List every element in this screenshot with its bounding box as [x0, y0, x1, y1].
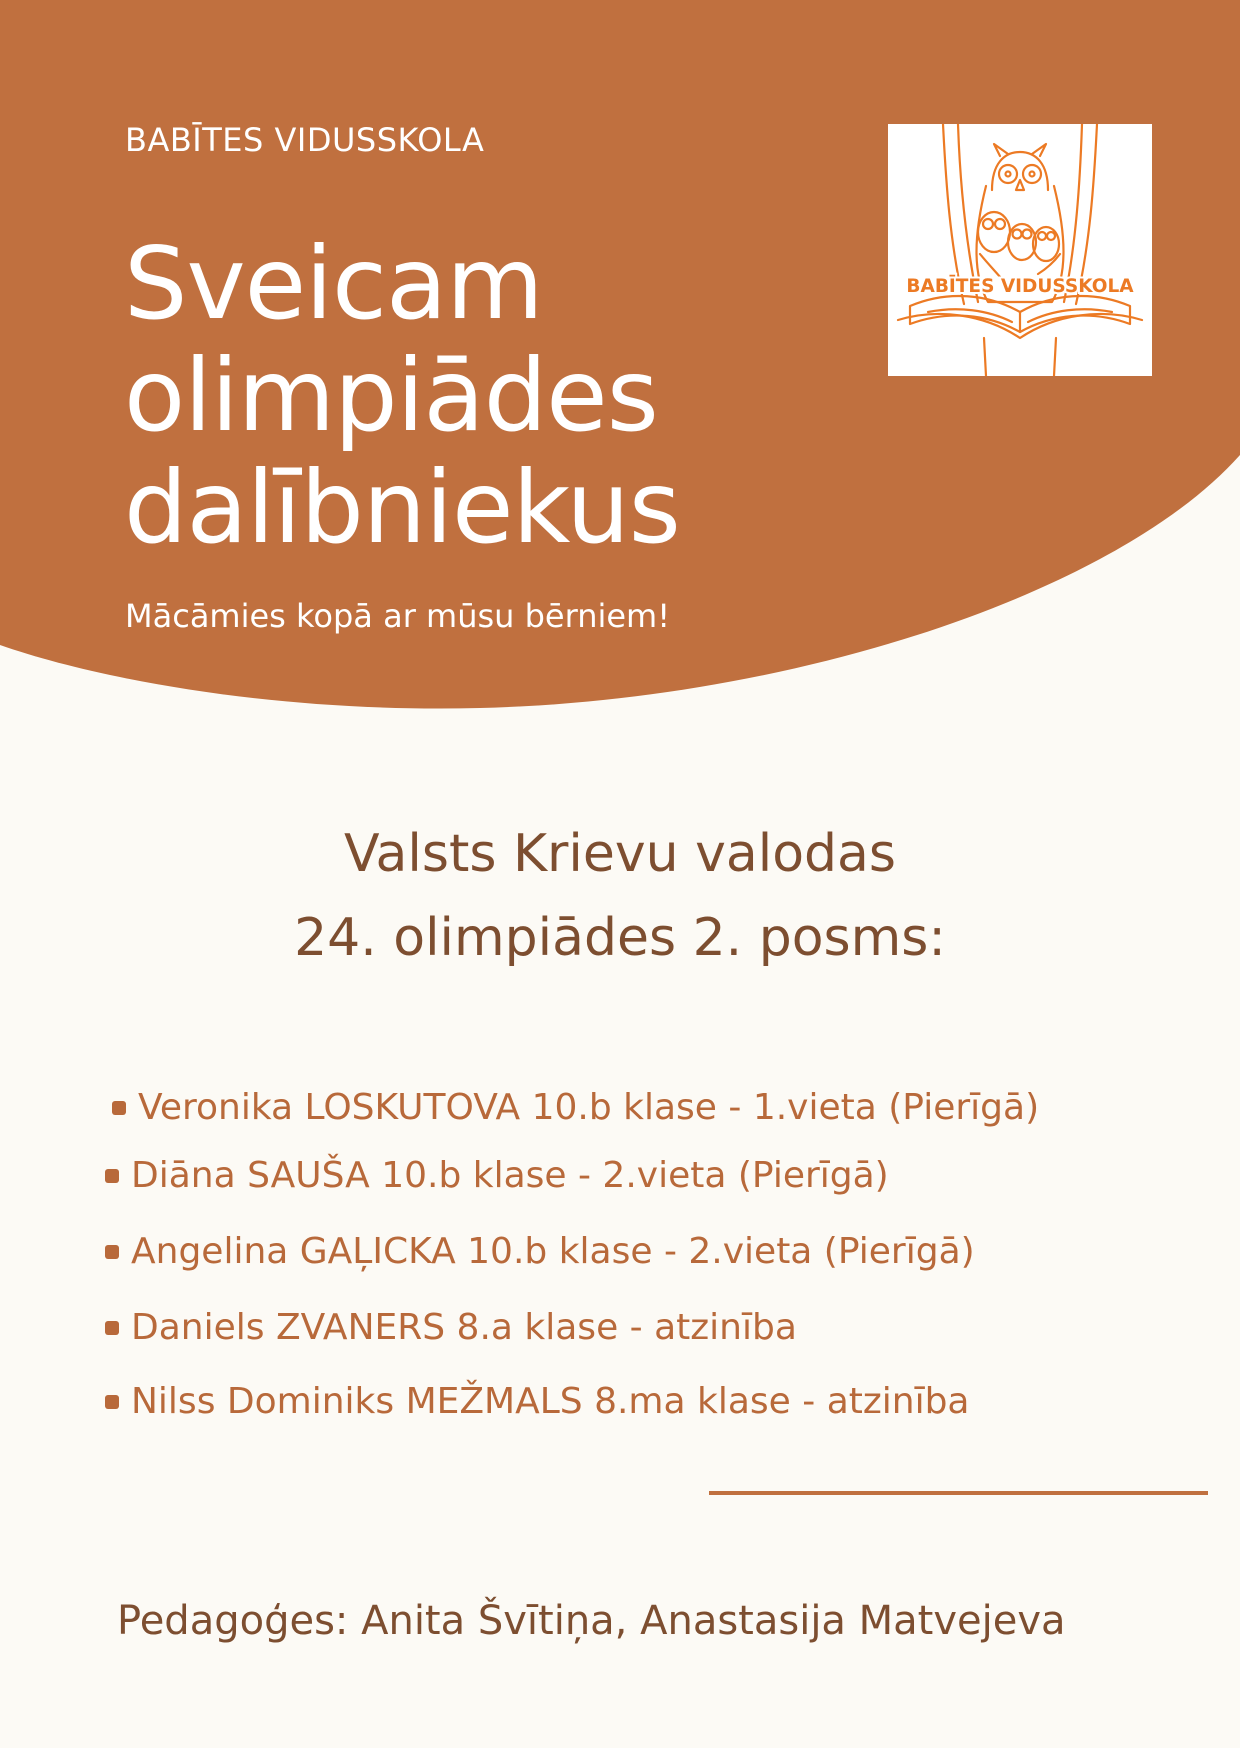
olympiad-title-line-1: Valsts Krievu valodas: [344, 824, 896, 884]
tagline: Mācāmies kopā ar mūsu bērniem!: [125, 597, 671, 635]
school-logo: [888, 124, 1152, 376]
bullet-icon: [112, 1101, 126, 1115]
list-item: [131, 1230, 975, 1274]
headline-line-1: Sveicam: [124, 225, 543, 342]
list-item: [138, 1086, 1039, 1130]
olympiad-title-line-2: 24. olimpiādes 2. posms:: [294, 908, 946, 968]
list-item: [131, 1154, 889, 1198]
olympiad-title: [0, 812, 1240, 980]
bullet-icon: [105, 1321, 119, 1335]
winner-text: Daniels ZVANERS 8.a klase - atzinība: [131, 1307, 797, 1348]
bullet-icon: [105, 1245, 119, 1259]
headline: [124, 225, 680, 566]
winner-text: Nilss Dominiks MEŽMALS 8.ma klase - atzinība: [131, 1381, 970, 1422]
list-item: [131, 1380, 970, 1424]
headline-line-2: olimpiādes: [124, 337, 658, 454]
owls-on-book-icon: [888, 124, 1152, 376]
school-name: BABĪTES VIDUSSKOLA: [125, 121, 485, 159]
bullet-icon: [105, 1169, 119, 1183]
logo-text: BABĪTES VIDUSSKOLA: [906, 276, 1134, 297]
bullet-icon: [105, 1395, 119, 1409]
winner-text: Diāna SAUŠA 10.b klase - 2.vieta (Pierīgā): [131, 1155, 889, 1196]
divider: [709, 1491, 1208, 1495]
headline-line-3: dalībniekus: [124, 449, 680, 566]
teachers: Pedagoģes: Anita Švītiņa, Anastasija Matvejeva: [117, 1598, 1066, 1644]
list-item: [131, 1306, 797, 1350]
winner-text: Veronika LOSKUTOVA 10.b klase - 1.vieta (Pierīgā): [138, 1087, 1040, 1128]
winner-text: Angelina GAĻICKA 10.b klase - 2.vieta (Pierīgā): [131, 1231, 975, 1272]
